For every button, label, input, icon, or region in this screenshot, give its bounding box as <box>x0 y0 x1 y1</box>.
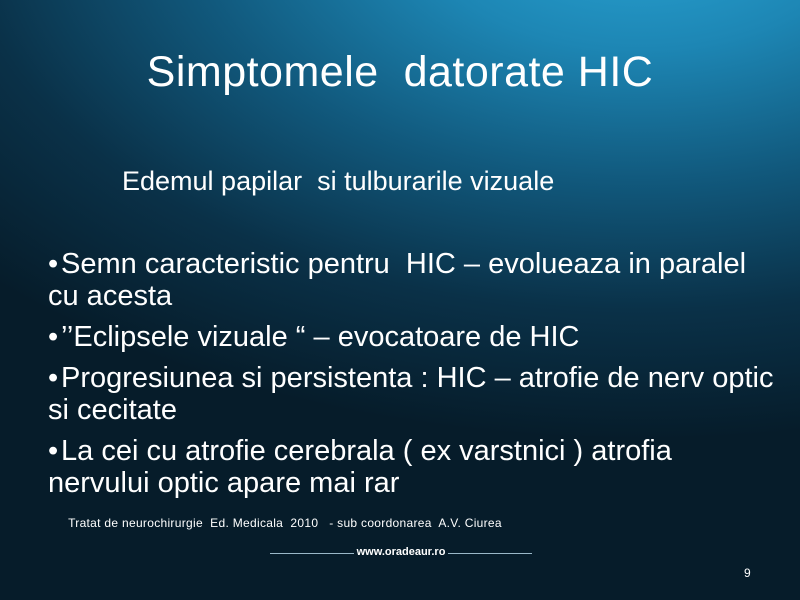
bullet-dot-icon: • <box>48 435 59 467</box>
bullet-item <box>48 362 782 426</box>
bullet-item <box>48 321 778 353</box>
page-number: 9 <box>744 566 751 580</box>
bullet-dot-icon: • <box>48 321 59 353</box>
bullet-list <box>48 248 782 508</box>
slide-title: Simptomele datorate HIC <box>146 48 654 96</box>
citation: Tratat de neurochirurgie Ed. Medicala 2010 - sub coordonarea A.V. Ciurea <box>68 516 502 530</box>
footer-url: www.oradeaur.ro <box>356 546 446 558</box>
bullet-text: ’’Eclipsele vizuale “ – evocatoare de HIC <box>61 321 580 353</box>
bullet-text: Semn caracteristic pentru HIC – evolueaza in paralel cu acesta <box>48 248 755 312</box>
bullet-item <box>48 435 778 499</box>
bullet-dot-icon: • <box>48 362 59 394</box>
slide-subtitle: Edemul papilar si tulburarile vizuale <box>122 166 555 196</box>
bullet-item <box>48 248 778 312</box>
footer-divider-right <box>448 553 532 554</box>
bullet-dot-icon: • <box>48 248 59 280</box>
bullet-text: Progresiunea si persistenta : HIC – atrofie de nerv optic si cecitate <box>48 362 782 426</box>
footer-divider-left <box>270 553 354 554</box>
bullet-text: La cei cu atrofie cerebrala ( ex varstnici ) atrofia nervului optic apare mai rar <box>48 435 680 499</box>
